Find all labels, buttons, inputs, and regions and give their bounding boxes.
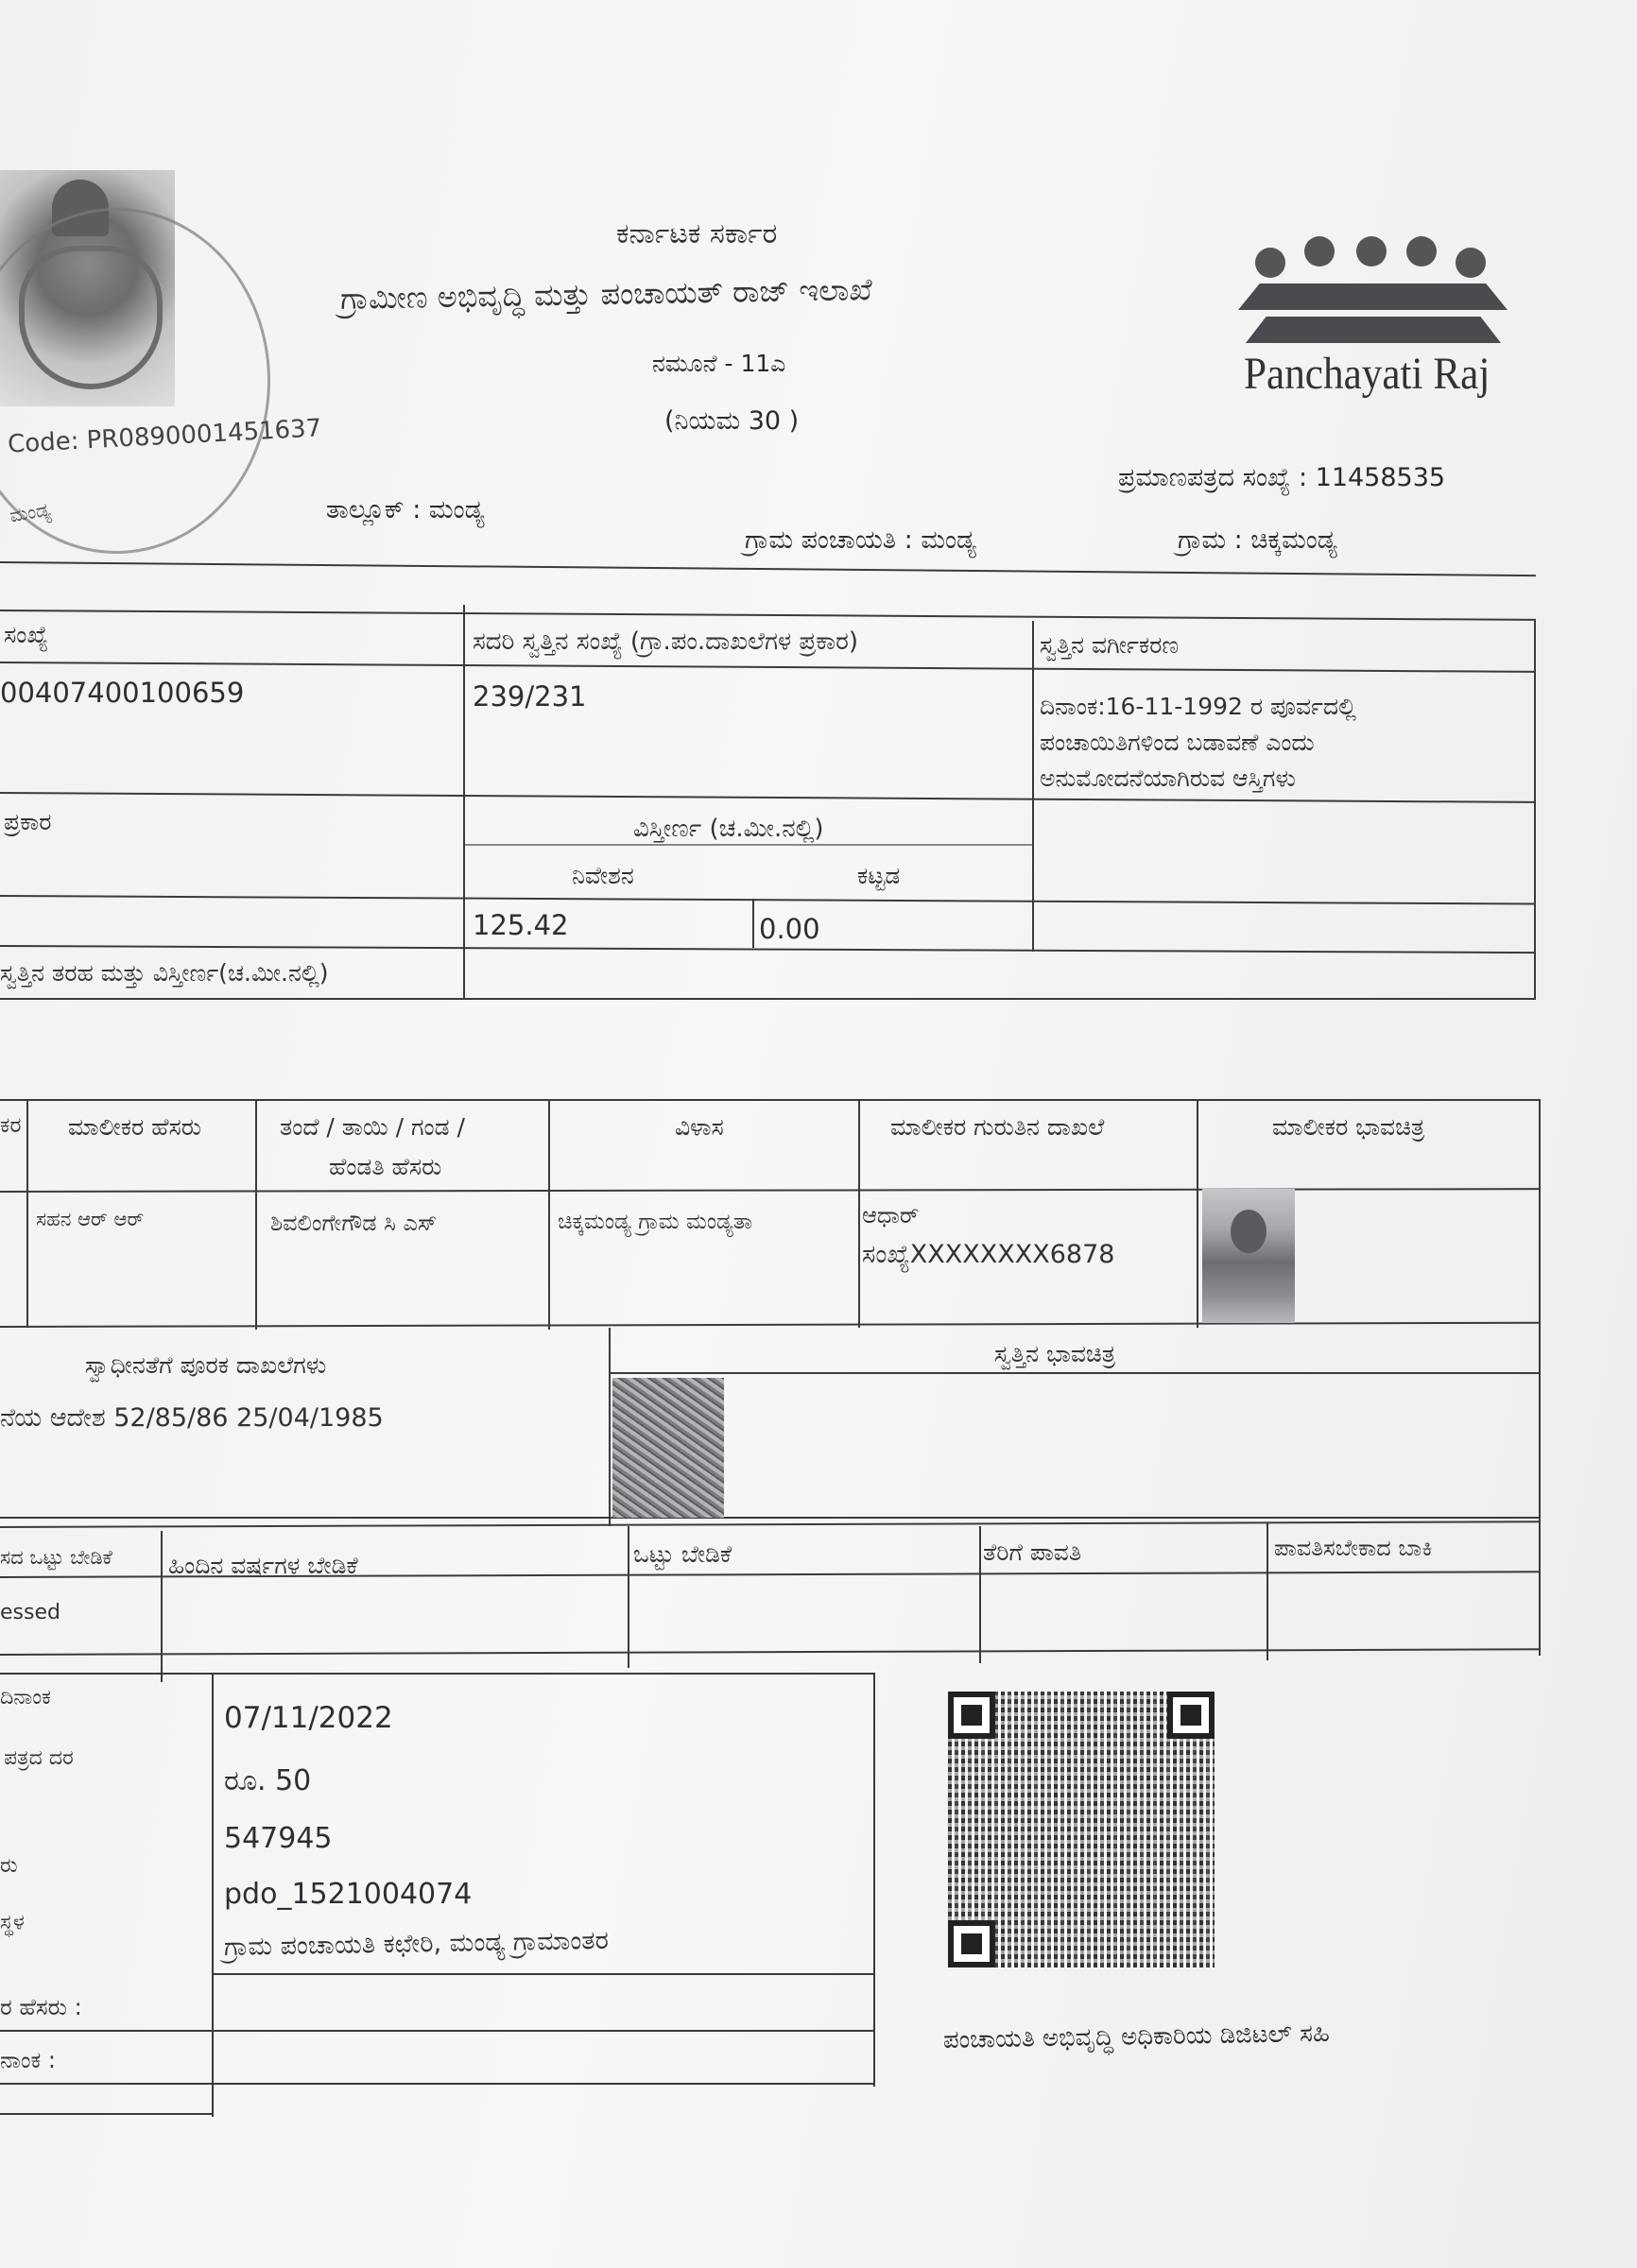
supporting-documents-label: ಸ್ವಾಧೀನತೆಗೆ ಪೂರಕ ದಾಖಲೆಗಳು [85,1351,327,1379]
property-id-value: 00407400100659 [0,677,245,709]
owner-address-value: ಚಿಕ್ಕಮಂಡ್ಯ ಗ್ರಾಮ ಮಂಡ್ಯತಾ [558,1210,753,1234]
certificate-number: ಪ್ರಮಾಣಪತ್ರದ ಸಂಖ್ಯೆ : 11458535 [1118,463,1446,492]
balance-due-label: ಪಾವತಿಸಬೇಕಾದ ಬಾಕಿ [1274,1535,1433,1561]
signed-date-label: ನಾಂಕ : [0,2047,56,2073]
total-demand-label: ಒಟ್ಟು ಬೇಡಿಕೆ [633,1540,732,1568]
property-type-label: ಪ್ರಕಾರ [4,808,52,835]
issuer-id-value: pdo_1521004074 [224,1878,473,1911]
area-label: ವಿಸ್ತೀರ್ಣ (ಚ.ಮೀ.ನಲ್ಲಿ) [633,815,824,843]
government-title: ಕರ್ನಾಟಕ ಸರ್ಕಾರ [616,217,778,250]
site-label: ನಿವೇಶನ [572,862,634,889]
department-title: ಗ್ರಾಮೀಣ ಅಭಿವೃದ್ಧಿ ಮತ್ತು ಪಂಚಾಯತ್ ರಾಜ್ ಇಲಾಖೆ [339,271,873,317]
issuer-label: ರು [0,1854,18,1878]
classification-line-2: ಪಂಚಾಯಿತಿಗಳಿಂದ ಬಡಾವಣೆ ಎಂದು [1040,729,1315,756]
id-document-line-2: ಸಂಖ್ಯೆXXXXXXXX6878 [862,1240,1115,1269]
signer-name-label: ರ ಹೆಸರು : [0,1994,82,2020]
tax-paid-label: ತೆರಿಗೆ ಪಾವತಿ [983,1538,1082,1566]
place-label: ಸ್ಥಳ [0,1911,25,1934]
survey-number-value: 239/231 [473,680,587,713]
type-and-area-label: ಸ್ವತ್ತಿನ ತರಹ ಮತ್ತು ವಿಸ್ತೀರ್ಣ(ಚ.ಮೀ.ನಲ್ಲಿ) [0,959,329,987]
relation-label-1: ತಂದೆ / ತಾಯಿ / ಗಂಡ / [280,1113,465,1141]
classification-line-3: ಅನುಮೋದನೆಯಾಗಿರುವ ಆಸ್ತಿಗಳು [1040,765,1296,792]
previous-demand-label: ಹಿಂದಿನ ವರ್ಷಗಳ ಬೇಡಿಕೆ [168,1552,358,1579]
classification-line-1: ದಿನಾಂಕ:16-11-1992 ರ ಪೂರ್ವದಲ್ಲಿ [1040,693,1357,720]
owner-photo [1202,1189,1295,1323]
verification-qr-code-icon [948,1692,1215,1967]
site-area-value: 125.42 [473,909,569,941]
rule-reference: (ನಿಯಮ 30 ) [664,406,800,436]
gram-panchayat: ಗ್ರಾಮ ಪಂಚಾಯತಿ : ಮಂಡ್ಯ [745,525,976,555]
issue-date-label: ದಿನಾಂಕ [0,1686,51,1710]
assessed-value: essed [0,1601,60,1624]
logo-text: Panchayati Raj [1244,349,1491,399]
owner-serial-label: ಕರ [0,1113,22,1138]
village: ಗ್ರಾಮ : ಚಿಕ್ಕಮಂಡ್ಯ [1178,525,1337,555]
property-photo-label: ಸ್ವತ್ತಿನ ಭಾವಚಿತ್ರ [994,1340,1116,1367]
digital-signature-caption: ಪಂಚಾಯತಿ ಅಭಿವೃದ್ಧಿ ಅಧಿಕಾರಿಯ ಡಿಜಿಟಲ್ ಸಹಿ [942,2019,1331,2054]
taluk: ತಾಲ್ಲೂಕ್ : ಮಂಡ್ಯ [326,495,485,524]
building-area-value: 0.00 [759,913,820,945]
form-name: ನಮೂನೆ - 11ಎ [652,350,786,377]
supporting-documents-value: ನೆಯ ಆದೇಶ 52/85/86 25/04/1985 [0,1403,384,1433]
fee-label: ಪತ್ರದ ದರ [4,1746,74,1770]
relation-label-2: ಹೆಂಡತಿ ಹೆಸರು [329,1153,442,1180]
issue-place-value: ಗ್ರಾಮ ಪಂಚಾಯತಿ ಕಛೇರಿ, ಮಂಡ್ಯ ಗ್ರಾಮಾಂತರ [223,1925,610,1962]
issue-date-value: 07/11/2022 [224,1701,393,1735]
owner-photo-label: ಮಾಲೀಕರ ಭಾವಚಿತ್ರ [1272,1113,1425,1141]
address-label: ವಿಳಾಸ [675,1113,724,1141]
current-demand-label: ಸದ ಒಟ್ಟು ಬೇಡಿಕೆ [0,1546,112,1569]
owner-name-value: ಸಹನ ಆರ್ ಆರ್ [36,1208,145,1230]
property-photo [612,1378,724,1518]
survey-number-label: ಸದರಿ ಸ್ವತ್ತಿನ ಸಂಖ್ಯೆ (ಗ್ರಾ.ಪಂ.ದಾಖಲೆಗಳ ಪ್ರಕಾರ) [473,627,858,656]
fee-value: ರೂ. 50 [224,1764,312,1797]
seal-code: Code: PR0890001451637 [7,414,322,459]
id-document-line-1: ಆಧಾರ್ [862,1202,920,1228]
seal-place: ಮಂಡ್ಯ [8,497,53,527]
owner-name-label: ಮಾಲೀಕರ ಹೆಸರು [68,1113,201,1141]
classification-label: ಸ್ವತ್ತಿನ ವರ್ಗೀಕರಣ [1040,631,1180,659]
receipt-number-value: 547945 [224,1822,333,1855]
relation-value: ಶಿವಲಿಂಗೇಗೌಡ ಸಿ ಎಸ್ [270,1210,438,1236]
building-label: ಕಟ್ಟಡ [857,862,901,889]
id-document-label: ಮಾಲೀಕರ ಗುರುತಿನ ದಾಖಲೆ [890,1113,1105,1141]
property-id-label: ಸಂಖ್ಯೆ [4,621,49,648]
